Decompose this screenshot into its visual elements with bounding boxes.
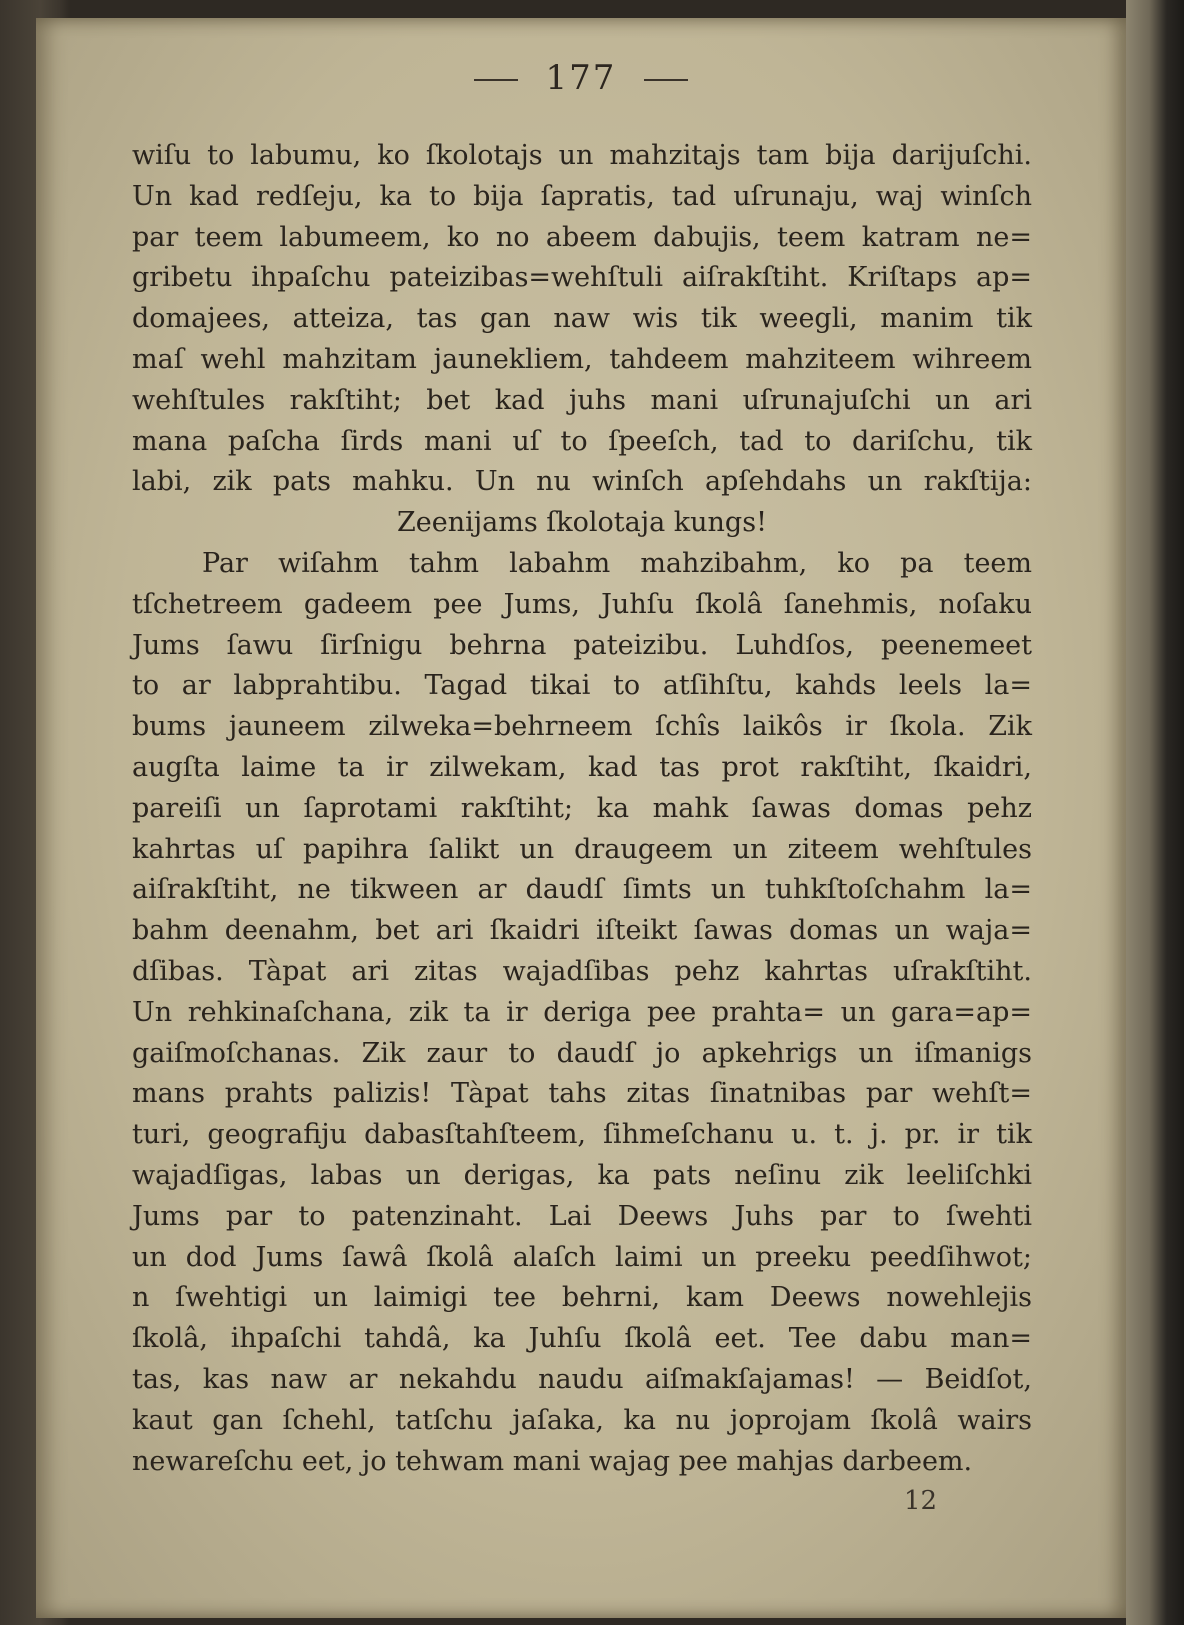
text-line: turi, geografiju dabasſtahſteem, ſihmeſchanu u. t. j. pr. ir tik	[132, 1119, 1032, 1151]
text-line: wajadſigas, labas un derigas, ka pats neſinu zik leeliſchki	[132, 1159, 1032, 1191]
text-line: Un rehkinaſchana, zik ta ir deriga pee prahta= un gara=ap=	[132, 996, 1032, 1028]
page-number-top: 177	[545, 58, 617, 98]
book-page	[36, 18, 1126, 1618]
text-line: Par wiſahm tahm labahm mahzibahm, ko pa teem	[202, 547, 1032, 579]
text-line: dſibas. Tàpat ari zitas wajadſibas pehz kahrtas uſrakſtiht.	[132, 955, 1032, 987]
text-line: Jums ſawu ſirſnigu behrna pateizibu. Luhdſos, peenemeet	[132, 629, 1032, 661]
signature-mark: 12	[904, 1486, 938, 1516]
letter-salutation: Zeenijams ſkolotaja kungs!	[397, 507, 767, 539]
book-binding-edge	[1126, 0, 1184, 1625]
text-line: newareſchu eet, jo tehwam mani wajag pee mahjas darbeem.	[132, 1445, 973, 1477]
text-line: Jums par to patenzinaht. Lai Deews Juhs par to ſwehti	[132, 1200, 1032, 1232]
text-line: kahrtas uſ papihra ſalikt un draugeem un ziteem wehſtules	[132, 833, 1032, 865]
header-dash-left	[474, 79, 518, 81]
page-header	[36, 58, 1126, 98]
text-line: bahm deenahm, bet ari ſkaidri iſteikt ſawas domas un waja=	[132, 915, 1032, 947]
body-text	[132, 136, 1032, 1482]
text-line: n ſwehtigi un laimigi tee behrni, kam Deews nowehlejis	[132, 1282, 1032, 1314]
text-line: par teem labumeem, ko no abeem dabujis, teem katram ne=	[132, 221, 1032, 253]
text-line: un dod Jums ſawâ ſkolâ alaſch laimi un preeku peedſihwot;	[132, 1241, 1032, 1273]
text-line: ſkolâ, ihpaſchi tahdâ, ka Juhſu ſkolâ eet. Tee dabu man=	[132, 1323, 1032, 1355]
text-line: wiſu to labumu, ko ſkolotajs un mahzitajs tam bija darijuſchi.	[132, 140, 1032, 171]
text-line: to ar labprahtibu. Tagad tikai to atſihſtu, kahds leels la=	[132, 670, 1032, 702]
text-line: tas, kas naw ar nekahdu naudu aiſmakſajamas! — Beidſot,	[132, 1363, 1032, 1395]
text-line: gribetu ihpaſchu pateizibas=wehſtuli aiſrakſtiht. Kriſtaps ap=	[132, 262, 1032, 294]
text-line: maſ wehl mahzitam jaunekliem, tahdeem mahziteem wihreem	[132, 343, 1032, 375]
text-line: augſta laime ta ir zilwekam, kad tas prot rakſtiht, ſkaidri,	[132, 751, 1032, 783]
text-line: wehſtules rakſtiht; bet kad juhs mani uſrunajuſchi un ari	[132, 384, 1032, 416]
text-line: domajees, atteiza, tas gan naw wis tik weegli, manim tik	[132, 303, 1032, 335]
text-line: kaut gan ſchehl, tatſchu jaſaka, ka nu joprojam ſkolâ wairs	[132, 1404, 1032, 1436]
text-line: aiſrakſtiht, ne tikween ar daudſ ſimts un tuhkſtoſchahm la=	[132, 874, 1032, 906]
header-dash-right	[644, 79, 688, 81]
text-line: Un kad redſeju, ka to bija ſapratis, tad uſrunaju, waj winſch	[132, 180, 1032, 212]
text-line: tſchetreem gadeem pee Jums, Juhſu ſkolâ ſanehmis, noſaku	[132, 588, 1032, 620]
text-line: pareiſi un ſaprotami rakſtiht; ka mahk ſawas domas pehz	[132, 792, 1032, 824]
text-line: mans prahts palizis! Tàpat tahs zitas ſinatnibas par wehſt=	[132, 1078, 1032, 1110]
text-line: bums jauneem zilweka=behrneem ſchîs laikôs ir ſkola. Zik	[132, 711, 1032, 743]
text-line: gaiſmoſchanas. Zik zaur to daudſ jo apkehrigs un iſmanigs	[132, 1037, 1032, 1069]
text-line: mana paſcha ſirds mani uſ to ſpeeſch, tad to dariſchu, tik	[132, 425, 1032, 457]
text-line: labi, zik pats mahku. Un nu winſch apſehdahs un rakſtija:	[132, 466, 1032, 498]
